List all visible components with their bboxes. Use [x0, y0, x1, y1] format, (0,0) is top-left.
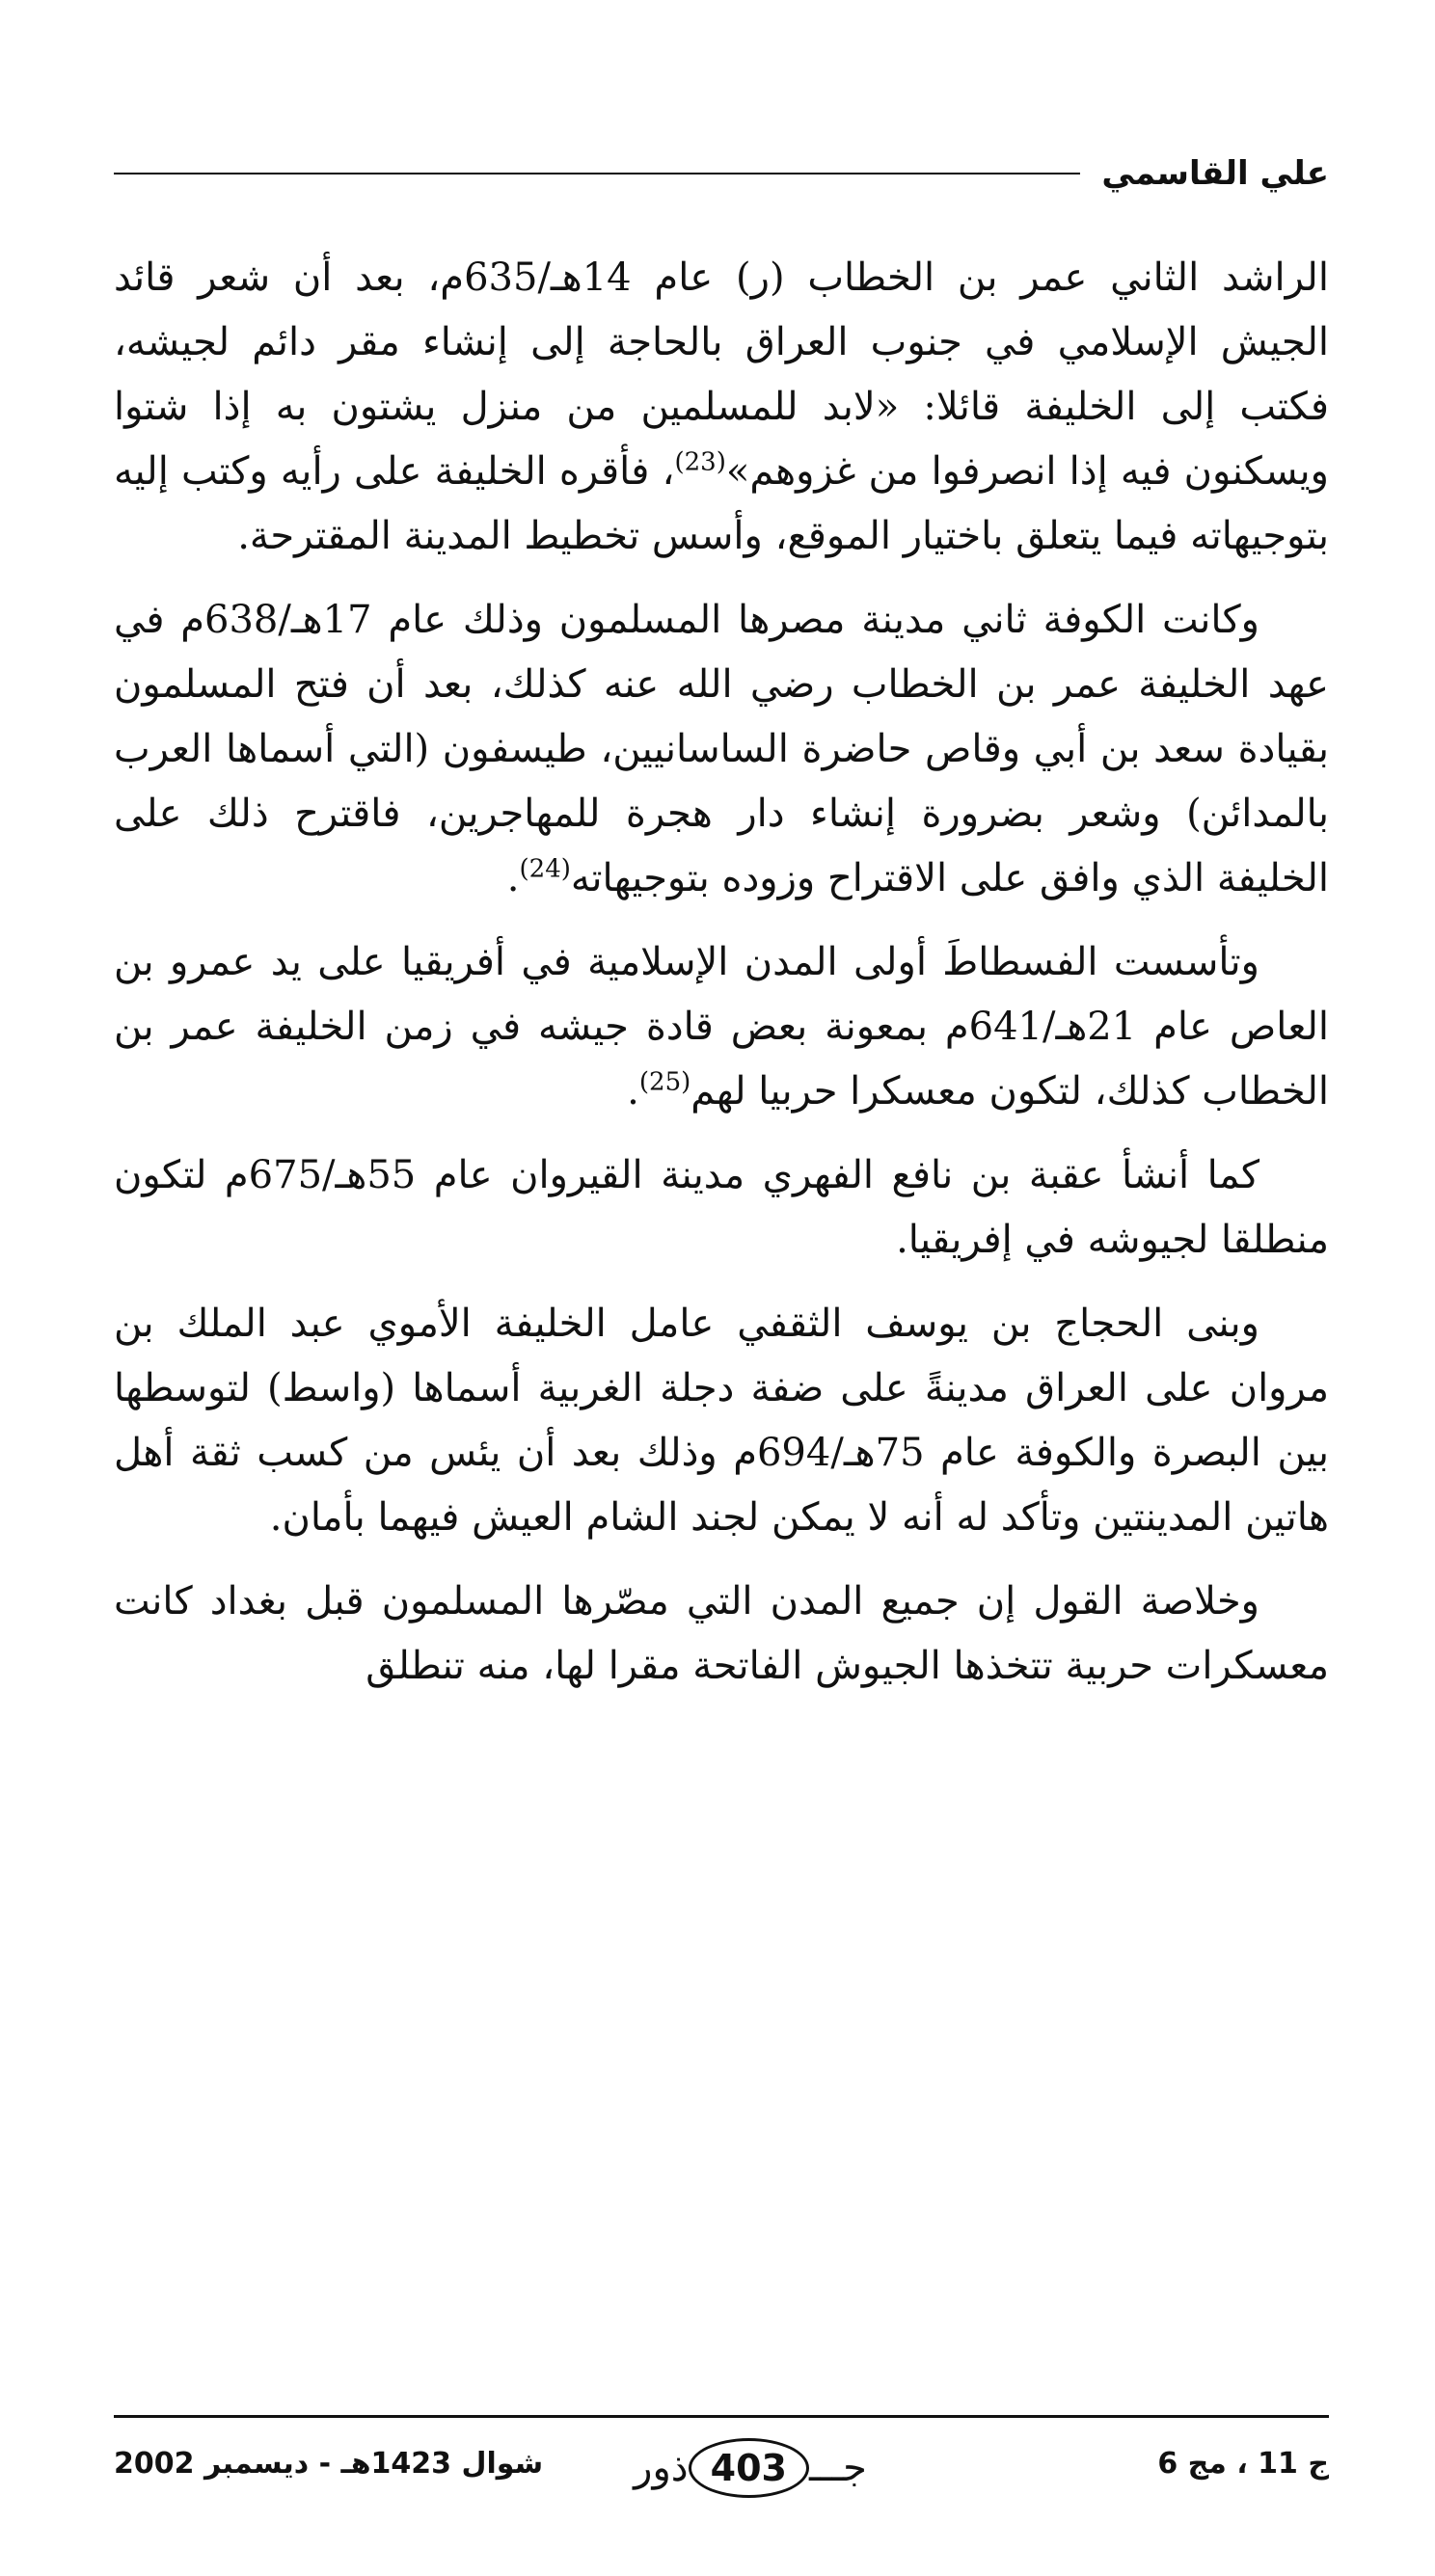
footer-journal-name [567, 2429, 934, 2507]
footer-rule [114, 2415, 1329, 2418]
header-author: علي القاسمي [1101, 154, 1329, 193]
footer-date: شوال 1423هـ - ديسمبر 2002 [114, 2447, 544, 2481]
paragraph-6 [114, 1570, 1329, 1699]
paragraph-1-text: الراشد الثاني عمر بن الخطاب (ر) عام 14هـ/635م، بعد أن شعر قائد الجيش الإسلامي في جنوب العراق بالحاجة إلى إنشاء مقر دائم لجيشه، فكتب إلى الخليفة قائلا: «لابد للمسلمين من منزل يشتون به إذا شتوا ويسكنون فيه إذا انصرفوا من غزوهم» [114, 255, 1329, 494]
body-text [114, 246, 1329, 1718]
paragraph-6-text: وخلاصة القول إن جميع المدن التي مصّرها المسلمون قبل بغداد كانت معسكرات حربية تتخذها الجيوش الفاتحة مقرا لها، منه تنطلق [114, 1579, 1329, 1688]
paragraph-1-tail: ، فأقره الخليفة على رأيه وكتب إليه بتوجيهاته فيما يتعلق باختيار الموقع، وأسس تخطيط المدينة المقترحة. [114, 449, 1329, 558]
paragraph-3-tail: . [627, 1069, 639, 1114]
page-number: 403 [689, 2438, 809, 2498]
paragraph-2 [114, 588, 1329, 911]
paragraph-1 [114, 246, 1329, 569]
paragraph-5 [114, 1292, 1329, 1550]
paragraph-5-text: وبنى الحجاج بن يوسف الثقفي عامل الخليفة الأموي عبد الملك بن مروان على العراق مدينةً على ضفة دجلة الغربية أسماها (واسط) لتوسطها بين البصرة والكوفة عام 75هـ/694م وذلك بعد أن يئس من كسب ثقة أهل هاتين المدينتين وتأكد له أنه لا يمكن لجند الشام العيش فيهما بأمان. [114, 1301, 1329, 1540]
paragraph-4-text: كما أنشأ عقبة بن نافع الفهري مدينة القيروان عام 55هـ/675م لتكون منطلقا لجيوشه في إفريقيا. [114, 1153, 1329, 1262]
paragraph-3-text: وتأسست الفسطاطَ أولى المدن الإسلامية في أفريقيا على يد عمرو بن العاص عام 21هـ/641م بمعونة بعض قادة جيشه في زمن الخليفة عمر بن الخطاب كذلك، لتكون معسكرا حربيا لهم [114, 940, 1329, 1114]
running-header [114, 145, 1329, 202]
footnote-ref-25: (25) [638, 1067, 691, 1097]
header-rule [114, 173, 1080, 174]
paragraph-2-tail: . [506, 856, 520, 900]
journal-name-end: ذور [634, 2446, 689, 2490]
footnote-ref-24: (24) [519, 854, 571, 884]
paragraph-3 [114, 930, 1329, 1124]
footer-volume: ج 11 ، مج 6 [1157, 2447, 1329, 2481]
footnote-ref-23: (23) [674, 447, 726, 477]
journal-name-start: جـــ [808, 2446, 867, 2490]
paragraph-4 [114, 1143, 1329, 1273]
page-footer [114, 2429, 1329, 2507]
paragraph-2-text: وكانت الكوفة ثاني مدينة مصرها المسلمون وذلك عام 17هـ/638م في عهد الخليفة عمر بن الخطاب رضي الله عنه كذلك، بعد أن فتح المسلمون بقيادة سعد بن أبي وقاص حاضرة الساسانيين، طيسفون (التي أسماها العرب بالمدائن) وشعر بضرورة إنشاء دار هجرة للمهاجرين، فاقترح ذلك على الخليفة الذي وافق على الاقتراح وزوده بتوجيهاته [114, 598, 1329, 900]
